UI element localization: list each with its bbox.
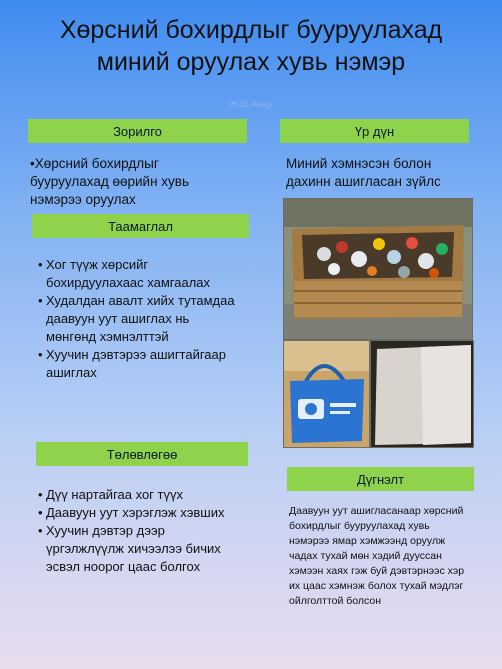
goal-label: Зорилго bbox=[28, 119, 247, 143]
conclusion-text: Даавуун уут ашигласанаар хөрсний бохирдлыг бууруулахад хувь нэмэрээ ямар хэмжээнд оруулж чадах тухай мөн хэдий дууссан хэмээн хаях гэж буй дэвтэрнээс хэр их цаас хэмнэж болох тухай мэдлэг ойлголттой болсон bbox=[289, 505, 465, 607]
cloth-bag-photo bbox=[283, 340, 370, 448]
result-text: Миний хэмнэсэн болон дахинн ашигласан зүйлс bbox=[286, 156, 441, 189]
trash-bin-photo bbox=[283, 198, 473, 340]
hypothesis-item: • Хог түүж хөрсийг бохирдуулахаас хамгаалах bbox=[38, 256, 238, 292]
goal-text: •Хөрсний бохирдлыг бууруулахад өөрийн хувь нэмэрээ оруулах bbox=[30, 156, 189, 207]
notebook-photo bbox=[370, 340, 474, 448]
plan-label: Төлөвлөгөө bbox=[36, 442, 248, 466]
author-name: Ж.Ш.Анар bbox=[229, 99, 273, 109]
plan-item: • Даавуун уут хэрэглэж хэвших bbox=[38, 504, 243, 522]
plan-list bbox=[38, 486, 243, 576]
title-line-2: миний оруулах хувь нэмэр bbox=[96, 48, 406, 76]
hypothesis-label: Таамаглал bbox=[32, 214, 249, 238]
poster-title bbox=[0, 14, 502, 78]
hypothesis-item: • Худалдан авалт хийх тутамдаа даавуун уут ашиглах нь мөнгөнд хэмнэлттэй bbox=[38, 292, 238, 346]
plan-item: • Хуучин дэвтэр дээр үргэлжлүүлж хичээлээ бичих эсвэл ноорог цаас болгох bbox=[38, 522, 243, 576]
conclusion-label: Дүгнэлт bbox=[287, 467, 474, 491]
result-label: Үр дүн bbox=[280, 119, 469, 143]
plan-item: • Дүү нартайгаа хог түүх bbox=[38, 486, 243, 504]
hypothesis-list bbox=[38, 256, 238, 382]
hypothesis-item: • Хуучин дэвтэрээ ашигтайгаар ашиглах bbox=[38, 346, 238, 382]
title-line-1: Хөрсний бохирдлыг бууруулахад bbox=[59, 16, 443, 44]
